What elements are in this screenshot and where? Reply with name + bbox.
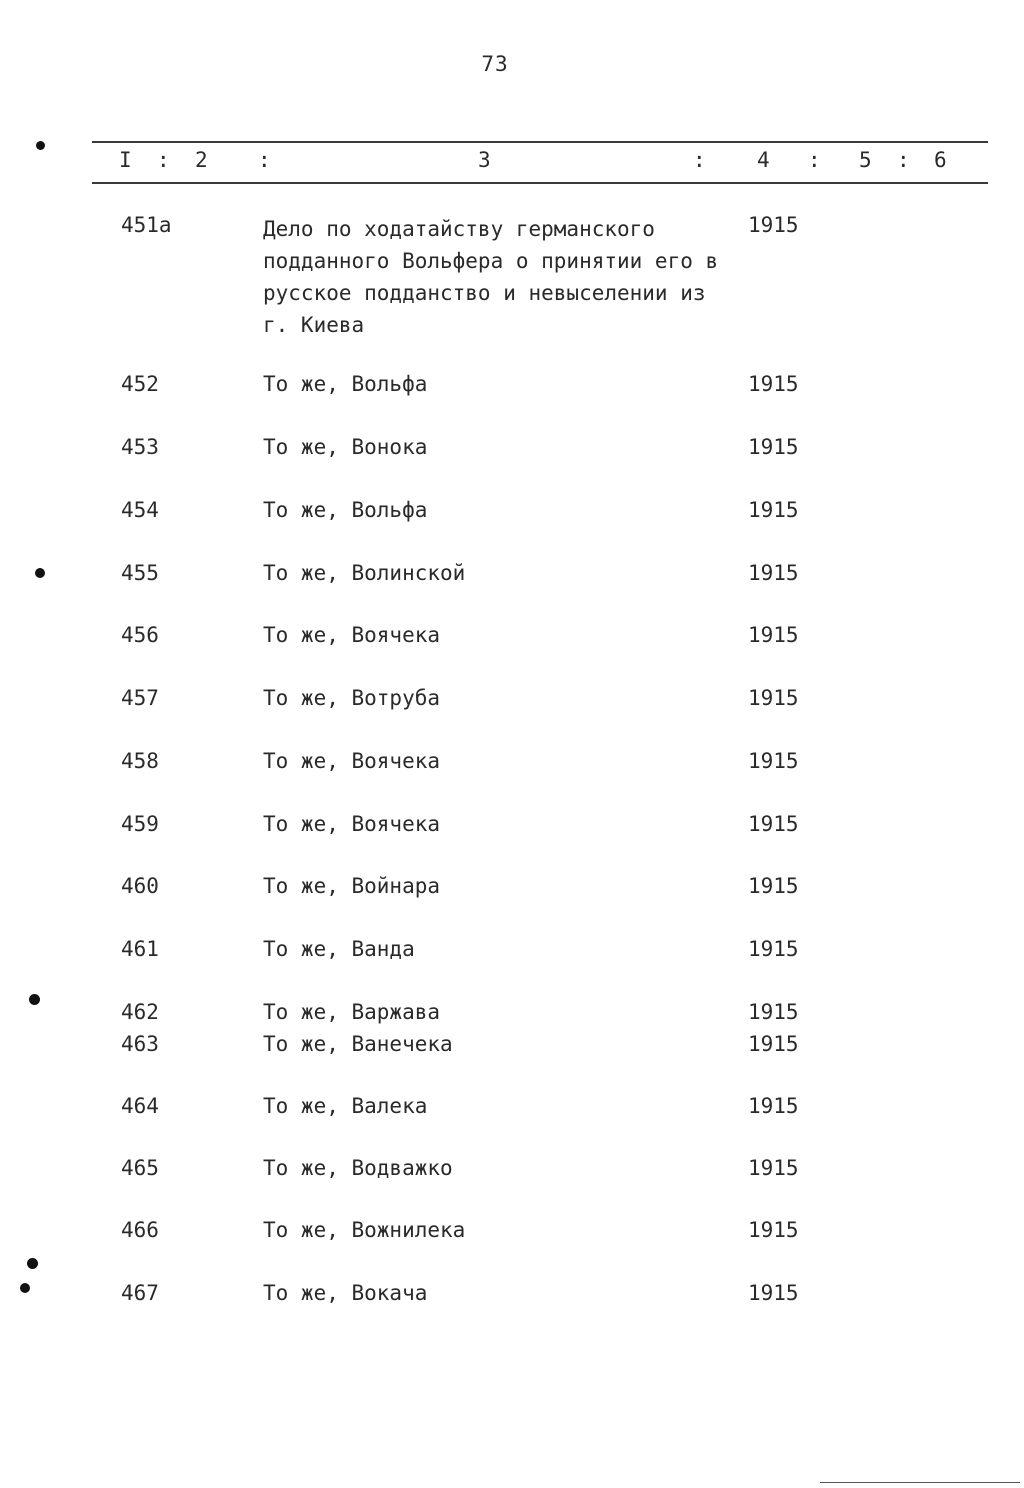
header-separator: : xyxy=(258,148,271,172)
row-year: 1915 xyxy=(748,372,799,396)
table-row xyxy=(0,1281,1024,1341)
table-row xyxy=(0,686,1024,746)
row-description: То же, Войнара xyxy=(263,874,441,898)
row-year: 1915 xyxy=(748,623,799,647)
row-description: То же, Ванечека xyxy=(263,1032,453,1056)
row-description: То же, Вольфа xyxy=(263,498,428,522)
row-description: То же, Варжава xyxy=(263,1000,441,1024)
row-description: То же, Валека xyxy=(263,1094,428,1118)
table-header-bottom-rule xyxy=(92,182,988,184)
table-row xyxy=(0,498,1024,558)
row-number: 467 xyxy=(121,1281,159,1305)
header-col-2: 2 xyxy=(195,148,208,172)
row-year: 1915 xyxy=(748,435,799,459)
table-row xyxy=(0,812,1024,872)
row-description: То же, Вотруба xyxy=(263,686,441,710)
row-year: 1915 xyxy=(748,561,799,585)
row-year: 1915 xyxy=(748,1156,799,1180)
row-description: То же, Волинской xyxy=(263,561,466,585)
header-separator: : xyxy=(157,148,170,172)
header-col-1: I xyxy=(119,148,132,172)
row-year: 1915 xyxy=(748,1032,799,1056)
table-header-top-rule xyxy=(92,141,988,143)
row-description: То же, Воячека xyxy=(263,812,441,836)
row-number: 465 xyxy=(121,1156,159,1180)
row-number: 455 xyxy=(121,561,159,585)
punch-hole-mark xyxy=(29,994,40,1005)
table-row xyxy=(0,623,1024,683)
row-number: 461 xyxy=(121,937,159,961)
row-year: 1915 xyxy=(748,812,799,836)
row-year: 1915 xyxy=(748,937,799,961)
punch-hole-mark xyxy=(20,1283,30,1293)
row-year: 1915 xyxy=(748,1218,799,1242)
row-description: То же, Вожнилека xyxy=(263,1218,466,1242)
table-row xyxy=(0,561,1024,621)
header-col-5: 5 xyxy=(859,148,872,172)
row-year: 1915 xyxy=(748,1094,799,1118)
punch-hole-mark xyxy=(27,1258,38,1269)
row-description: То же, Вольфа xyxy=(263,372,428,396)
punch-hole-mark xyxy=(35,568,45,578)
table-row xyxy=(0,1156,1024,1216)
row-year: 1915 xyxy=(748,1281,799,1305)
row-number: 457 xyxy=(121,686,159,710)
table-row xyxy=(0,1000,1024,1030)
row-number: 463 xyxy=(121,1032,159,1056)
row-number: 458 xyxy=(121,749,159,773)
row-year: 1915 xyxy=(748,213,799,237)
header-separator: : xyxy=(693,148,706,172)
table-row xyxy=(0,372,1024,432)
row-description: То же, Воячека xyxy=(263,749,441,773)
header-separator: : xyxy=(897,148,910,172)
row-number: 453 xyxy=(121,435,159,459)
row-year: 1915 xyxy=(748,1000,799,1024)
header-col-6: 6 xyxy=(934,148,947,172)
row-description: Дело по ходатайству германского подданного Вольфера о принятии его в русское подданство и невыселении из г. Киева xyxy=(263,217,719,337)
punch-hole-mark xyxy=(36,141,45,150)
page-number: 73 xyxy=(481,52,509,76)
row-year: 1915 xyxy=(748,749,799,773)
row-year: 1915 xyxy=(748,498,799,522)
table-row xyxy=(0,749,1024,809)
row-year: 1915 xyxy=(748,686,799,710)
table-row xyxy=(0,937,1024,997)
table-row xyxy=(0,1094,1024,1154)
row-number: 462 xyxy=(121,1000,159,1024)
row-year: 1915 xyxy=(748,874,799,898)
row-number: 454 xyxy=(121,498,159,522)
page-edge-line xyxy=(820,1482,1020,1483)
table-row xyxy=(0,435,1024,495)
table-row xyxy=(0,874,1024,934)
row-number: 460 xyxy=(121,874,159,898)
row-number: 459 xyxy=(121,812,159,836)
row-description: То же, Ванда xyxy=(263,937,415,961)
header-col-4: 4 xyxy=(757,148,770,172)
row-number: 466 xyxy=(121,1218,159,1242)
header-col-3: 3 xyxy=(478,148,491,172)
row-description: То же, Вонока xyxy=(263,435,428,459)
row-description: То же, Вокача xyxy=(263,1281,428,1305)
table-row xyxy=(0,1218,1024,1278)
row-number: 456 xyxy=(121,623,159,647)
row-number: 451а xyxy=(121,213,172,237)
row-number: 464 xyxy=(121,1094,159,1118)
table-row xyxy=(0,213,1024,337)
row-description: То же, Водважко xyxy=(263,1156,453,1180)
row-number: 452 xyxy=(121,372,159,396)
header-separator: : xyxy=(808,148,821,172)
table-row xyxy=(0,1032,1024,1092)
row-description: То же, Воячека xyxy=(263,623,441,647)
